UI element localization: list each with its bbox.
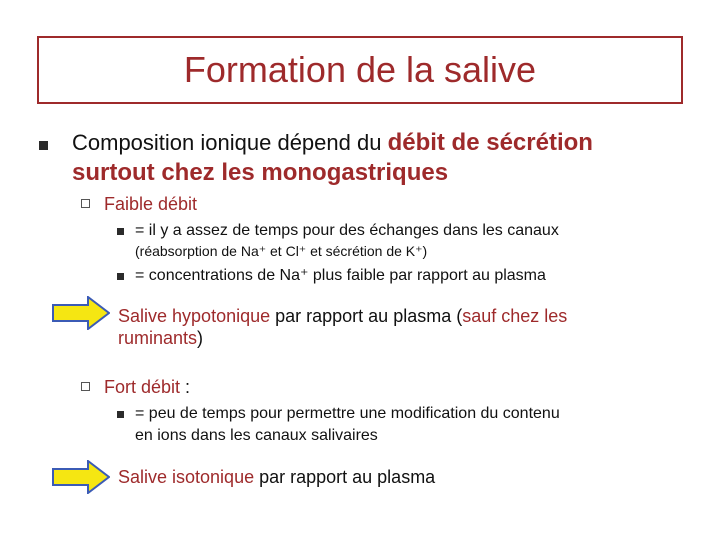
main-bullet-text: Composition ionique dépend du — [72, 130, 388, 155]
hypotonique-highlight: hypotonique — [172, 306, 271, 326]
faible-debit-heading — [104, 193, 197, 215]
faible-item2: = concentrations de Na⁺ plus faible par rapport au plasma — [135, 267, 546, 284]
right-arrow-icon — [52, 460, 110, 494]
fort-debit-colon: : — [180, 377, 191, 397]
fort-debit-label: Fort débit — [104, 377, 181, 397]
faible-item1-sub: (réabsorption de Na⁺ et Cl⁺ et sécrétion de K⁺) — [135, 243, 428, 259]
conclusion2 — [118, 466, 435, 488]
fort-debit-heading — [104, 376, 190, 398]
fort-item1-line1: = peu de temps pour permettre une modification du contenu — [135, 405, 560, 422]
conclusion1-close: ) — [197, 328, 204, 348]
page-title: Formation de la salive — [183, 49, 537, 90]
debit-highlight: débit de sécrétion — [387, 129, 593, 156]
fort-item1-line2: en ions dans les canaux salivaires — [135, 427, 378, 444]
hollow-square-icon — [81, 199, 90, 208]
faible-debit-label: Faible débit — [104, 194, 198, 214]
conclusion1-line1 — [118, 305, 567, 327]
isotonique-highlight: Salive isotonique — [118, 467, 255, 487]
bullet-square-icon — [117, 228, 124, 235]
title-box — [37, 36, 683, 104]
hollow-square-icon — [81, 382, 90, 391]
right-arrow-icon — [52, 296, 110, 330]
conclusion2-text: par rapport au plasma — [254, 467, 436, 487]
bullet-square-icon — [117, 273, 124, 280]
salive-label: Salive — [118, 306, 173, 326]
ruminants-highlight: ruminants — [118, 328, 198, 348]
monogastriques-highlight: surtout chez les monogastriques — [72, 159, 449, 186]
sauf-highlight: sauf chez les — [462, 306, 568, 326]
bullet-square-icon — [117, 411, 124, 418]
faible-item1: = il y a assez de temps pour des échanges dans les canaux — [135, 222, 559, 239]
conclusion1-line2 — [118, 327, 203, 349]
bullet-square-icon — [39, 141, 48, 150]
conclusion1-text: par rapport au plasma ( — [270, 306, 463, 326]
main-bullet-line1 — [72, 128, 593, 158]
